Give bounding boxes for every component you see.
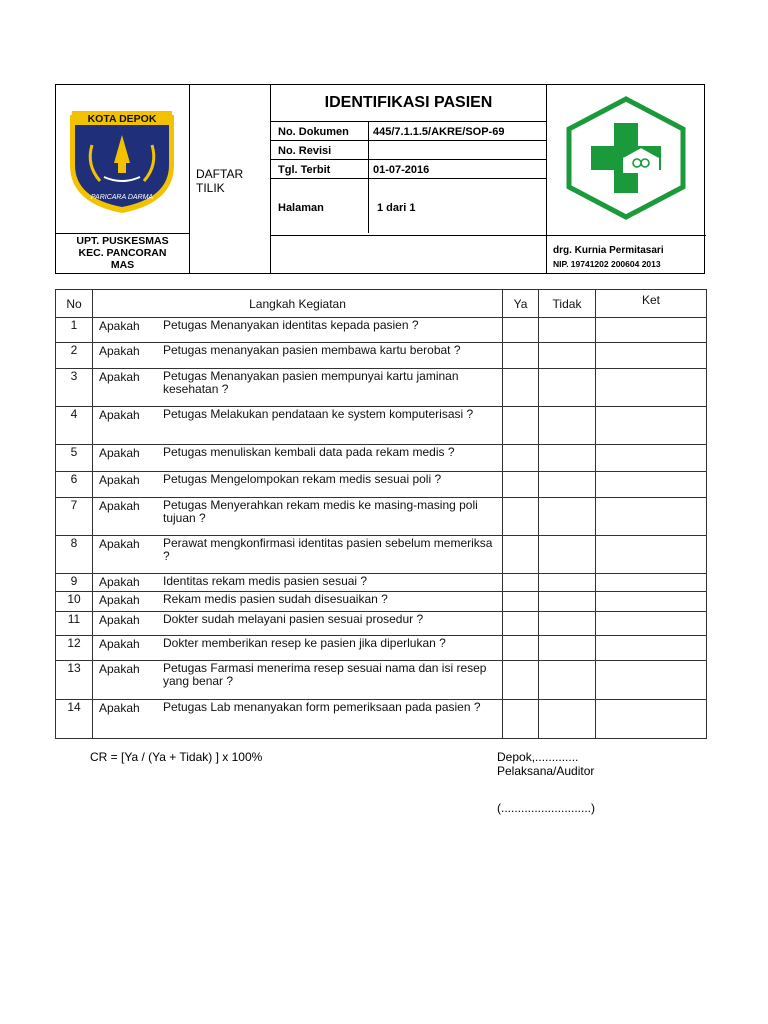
row-text: Dokter memberikan resep ke pasien jika diperlukan ?	[163, 636, 446, 650]
col-tidak-header: Tidak	[539, 290, 596, 318]
dokumen-label: No. Dokumen	[278, 126, 349, 138]
tidak-cell[interactable]	[539, 445, 596, 472]
table-row	[56, 318, 707, 343]
institution-line: KEC. PANCORAN	[78, 247, 167, 259]
ket-cell[interactable]	[596, 612, 707, 636]
row-prefix: Apakah	[99, 319, 140, 333]
tidak-cell[interactable]	[539, 661, 596, 700]
row-prefix: Apakah	[99, 593, 140, 607]
tidak-cell[interactable]	[539, 574, 596, 592]
row-text: Petugas Farmasi menerima resep sesuai nama dan isi resep yang benar ?	[163, 661, 487, 688]
row-question	[93, 592, 503, 612]
row-number: 5	[56, 445, 93, 472]
ya-cell[interactable]	[503, 636, 539, 661]
row-question	[93, 407, 503, 445]
row-number: 2	[56, 343, 93, 369]
signature-block	[497, 750, 594, 778]
divider	[546, 85, 547, 273]
signature-blank: (...........................)	[497, 801, 596, 815]
tidak-cell[interactable]	[539, 536, 596, 574]
ya-cell[interactable]	[503, 536, 539, 574]
kota-depok-logo	[56, 85, 189, 233]
cr-formula: CR = [Ya / (Ya + Tidak) ] x 100%	[90, 750, 263, 764]
tidak-cell[interactable]	[539, 612, 596, 636]
tidak-cell[interactable]	[539, 592, 596, 612]
logo-motto-text: PARICARA DARMA	[90, 194, 154, 201]
puskesmas-logo	[561, 95, 691, 220]
row-prefix: Apakah	[99, 344, 140, 358]
table-row	[56, 343, 707, 369]
divider	[270, 178, 546, 179]
tidak-cell[interactable]	[539, 369, 596, 407]
ya-cell[interactable]	[503, 574, 539, 592]
row-prefix: Apakah	[99, 473, 140, 487]
divider	[270, 121, 546, 122]
row-question	[93, 498, 503, 536]
ket-cell[interactable]	[596, 472, 707, 498]
checklist-table	[55, 289, 707, 739]
col-ya-header: Ya	[503, 290, 539, 318]
row-number: 13	[56, 661, 93, 700]
document-header	[55, 84, 705, 274]
halaman-label: Halaman	[278, 202, 324, 214]
tidak-cell[interactable]	[539, 343, 596, 369]
ya-cell[interactable]	[503, 498, 539, 536]
ket-cell[interactable]	[596, 369, 707, 407]
row-text: Petugas Menyerahkan rekam medis ke masing-masing poli tujuan ?	[163, 498, 478, 525]
tidak-cell[interactable]	[539, 472, 596, 498]
table-header-row	[56, 290, 707, 318]
doc-type-line: TILIK	[196, 181, 225, 195]
row-prefix: Apakah	[99, 662, 140, 676]
terbit-label: Tgl. Terbit	[278, 164, 331, 176]
row-prefix: Apakah	[99, 537, 140, 551]
divider	[56, 233, 189, 234]
row-text: Perawat mengkonfirmasi identitas pasien sebelum memeriksa ?	[163, 536, 493, 563]
row-text: Petugas Lab menanyakan form pemeriksaan pada pasien ?	[163, 700, 481, 714]
table-row	[56, 612, 707, 636]
row-question	[93, 445, 503, 472]
ket-cell[interactable]	[596, 636, 707, 661]
row-number: 8	[56, 536, 93, 574]
ya-cell[interactable]	[503, 407, 539, 445]
ya-cell[interactable]	[503, 472, 539, 498]
row-question	[93, 612, 503, 636]
ya-cell[interactable]	[503, 700, 539, 739]
place-date: Depok,.............	[497, 750, 579, 764]
row-prefix: Apakah	[99, 575, 140, 589]
row-text: Petugas Mengelompokan rekam medis sesuai poli ?	[163, 472, 442, 486]
row-number: 11	[56, 612, 93, 636]
divider	[368, 121, 369, 233]
ket-cell[interactable]	[596, 498, 707, 536]
row-prefix: Apakah	[99, 370, 140, 384]
ya-cell[interactable]	[503, 318, 539, 343]
row-text: Petugas menanyakan pasien membawa kartu berobat ?	[163, 343, 461, 357]
divider	[270, 140, 546, 141]
table-row	[56, 636, 707, 661]
row-question	[93, 343, 503, 369]
tidak-cell[interactable]	[539, 407, 596, 445]
row-number: 1	[56, 318, 93, 343]
doc-type-line: DAFTAR	[196, 167, 244, 181]
row-text: Dokter sudah melayani pasien sesuai prosedur ?	[163, 612, 424, 626]
table-row	[56, 407, 707, 445]
row-number: 3	[56, 369, 93, 407]
row-number: 6	[56, 472, 93, 498]
document-type	[196, 167, 243, 195]
row-number: 4	[56, 407, 93, 445]
institution-line: MAS	[110, 259, 135, 271]
row-number: 9	[56, 574, 93, 592]
row-prefix: Apakah	[99, 613, 140, 627]
ya-cell[interactable]	[503, 445, 539, 472]
auditor-role: Pelaksana/Auditor	[497, 764, 595, 778]
row-question	[93, 472, 503, 498]
row-text: Petugas Menanyakan pasien mempunyai kartu jaminan kesehatan ?	[163, 369, 459, 396]
row-prefix: Apakah	[99, 701, 140, 715]
dokumen-value: 445/7.1.1.5/AKRE/SOP-69	[373, 126, 505, 138]
row-number: 14	[56, 700, 93, 739]
row-number: 7	[56, 498, 93, 536]
ya-cell[interactable]	[503, 612, 539, 636]
table-row	[56, 661, 707, 700]
row-number: 10	[56, 592, 93, 612]
row-prefix: Apakah	[99, 446, 140, 460]
ket-cell[interactable]	[596, 661, 707, 700]
row-question	[93, 536, 503, 574]
row-text: Rekam medis pasien sudah disesuaikan ?	[163, 592, 388, 606]
ya-cell[interactable]	[503, 661, 539, 700]
divider	[270, 159, 546, 160]
row-question	[93, 661, 503, 700]
ket-cell[interactable]	[596, 592, 707, 612]
ya-cell[interactable]	[503, 592, 539, 612]
col-langkah-header: Langkah Kegiatan	[93, 290, 503, 318]
col-no-header: No	[56, 290, 93, 318]
row-question	[93, 700, 503, 739]
row-question	[93, 369, 503, 407]
tidak-cell[interactable]	[539, 318, 596, 343]
divider	[270, 235, 706, 236]
row-text: Petugas Melakukan pendataan ke system komputerisasi ?	[163, 407, 474, 421]
ket-cell[interactable]	[596, 700, 707, 739]
institution-name	[56, 235, 189, 271]
row-prefix: Apakah	[99, 499, 140, 513]
table-row	[56, 700, 707, 739]
tidak-cell[interactable]	[539, 636, 596, 661]
table-row	[56, 498, 707, 536]
page-title: IDENTIFIKASI PASIEN	[324, 94, 493, 111]
terbit-value: 01-07-2016	[373, 164, 430, 176]
halaman-value: 1 dari 1	[377, 202, 416, 214]
row-question	[93, 636, 503, 661]
institution-line: UPT. PUSKESMAS	[76, 235, 169, 247]
row-number: 12	[56, 636, 93, 661]
row-prefix: Apakah	[99, 408, 140, 422]
table-row	[56, 472, 707, 498]
logo-city-text: KOTA DEPOK	[87, 113, 157, 125]
col-ket-header: Ket	[596, 290, 707, 318]
table-row	[56, 369, 707, 407]
row-text: Petugas Menanyakan identitas kepada pasien ?	[163, 318, 419, 332]
signatory-nip: NIP. 19741202 200604 2013	[553, 259, 661, 269]
row-question	[93, 574, 503, 592]
table-row	[56, 574, 707, 592]
ket-cell[interactable]	[596, 343, 707, 369]
ya-cell[interactable]	[503, 369, 539, 407]
tidak-cell[interactable]	[539, 498, 596, 536]
row-prefix: Apakah	[99, 637, 140, 651]
ket-cell[interactable]	[596, 574, 707, 592]
row-text: Identitas rekam medis pasien sesuai ?	[163, 574, 368, 588]
row-text: Petugas menuliskan kembali data pada rekam medis ?	[163, 445, 455, 459]
table-row	[56, 592, 707, 612]
revisi-label: No. Revisi	[278, 145, 332, 157]
table-row	[56, 536, 707, 574]
ket-cell[interactable]	[596, 536, 707, 574]
ket-cell[interactable]	[596, 445, 707, 472]
ket-cell[interactable]	[596, 318, 707, 343]
divider	[189, 85, 190, 273]
tidak-cell[interactable]	[539, 700, 596, 739]
table-row	[56, 445, 707, 472]
ket-cell[interactable]	[596, 407, 707, 445]
ya-cell[interactable]	[503, 343, 539, 369]
row-question	[93, 318, 503, 343]
signatory-name: drg. Kurnia Permitasari	[553, 245, 664, 256]
